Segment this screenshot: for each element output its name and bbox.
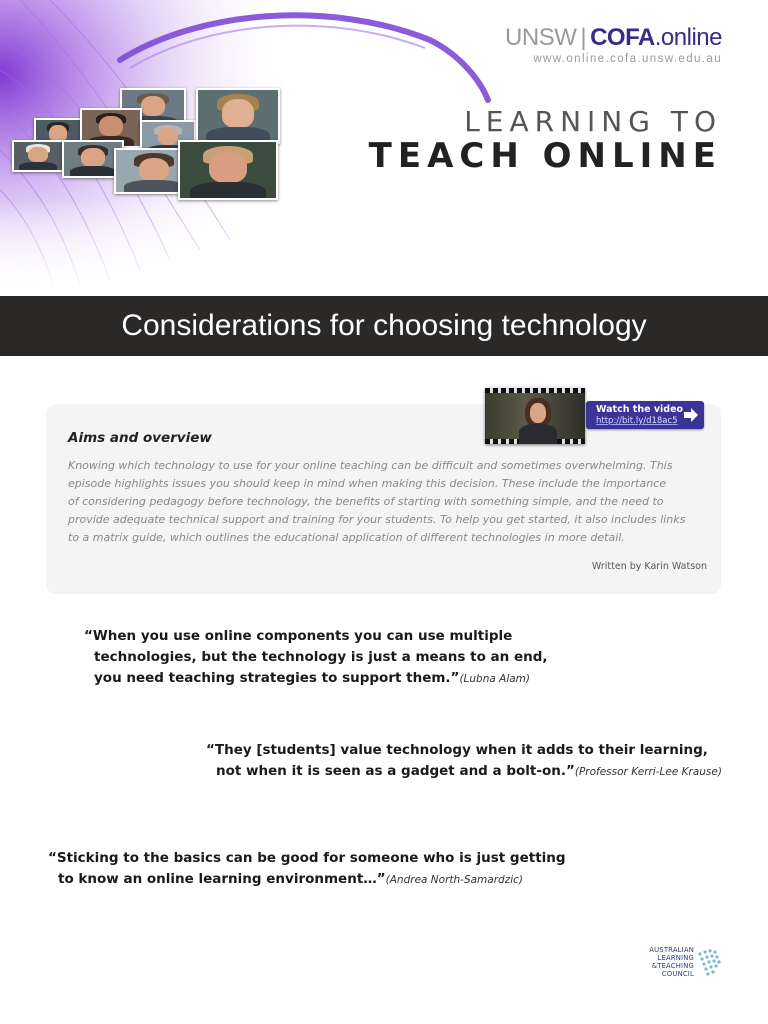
altc-logo <box>634 946 722 982</box>
video-thumbnail[interactable] <box>485 388 585 444</box>
quote-block <box>48 848 566 891</box>
presenter-photo <box>178 140 278 200</box>
aims-overview-panel <box>46 404 721 594</box>
author-credit: Written by Karin Watson <box>591 561 707 572</box>
quote-line: “Sticking to the basics can be good for someone who is just getting <box>48 850 566 866</box>
brand-url: www.online.cofa.unsw.edu.au <box>533 53 722 65</box>
altc-emblem-icon <box>696 948 722 980</box>
quote-line: to know an online learning environment…” <box>58 871 386 887</box>
series-title-line2: TEACH ONLINE <box>368 136 722 176</box>
altc-logo-line: &TEACHING <box>651 962 694 970</box>
quote-line: technologies, but the technology is just a means to an end, <box>94 649 548 665</box>
arrow-right-icon <box>682 406 700 424</box>
presenter-photo <box>196 88 280 144</box>
quote-line: “They [students] value technology when it adds to their learning, <box>206 742 708 758</box>
quote-block <box>84 626 548 690</box>
series-title-line1: LEARNING TO <box>464 105 722 138</box>
watch-video-label: Watch the video <box>596 404 684 415</box>
aims-line: to a matrix guide, which outlines the educational application of different technologies in more detail. <box>68 531 625 544</box>
quote-attribution: (Andrea North-Samardzic) <box>385 874 524 886</box>
quote-line: “When you use online components you can use multiple <box>84 628 513 644</box>
aims-body <box>68 457 696 547</box>
altc-logo-line: COUNCIL <box>661 970 694 978</box>
aims-heading: Aims and overview <box>68 430 212 446</box>
presenter-photo <box>12 140 64 172</box>
quote-attribution: (Lubna Alam) <box>459 673 530 685</box>
aims-line: of considering pedagogy before technology, the benefits of starting with something simple, and the need to <box>68 495 664 508</box>
unsw-cofa-online-logo <box>505 24 722 65</box>
brand-cofa: COFA <box>590 24 655 51</box>
quote-line: not when it is seen as a gadget and a bolt-on.” <box>216 763 575 779</box>
quote-attribution: (Professor Kerri-Lee Krause) <box>574 766 722 778</box>
video-link[interactable]: http://bit.ly/d18ac5 <box>596 416 678 426</box>
brand-separator: | <box>580 24 587 51</box>
quote-line: you need teaching strategies to support them.” <box>94 670 460 686</box>
altc-logo-line: LEARNING <box>657 954 694 962</box>
aims-line: Knowing which technology to use for your online teaching can be difficult and sometimes overwhelming. This <box>68 459 673 472</box>
page-title: Considerations for choosing technology <box>121 309 647 342</box>
aims-line: episode highlights issues you should keep in mind when making this decision. These include the importance <box>68 477 667 490</box>
brand-unsw: UNSW <box>505 24 577 51</box>
watch-video-button[interactable] <box>586 401 704 429</box>
altc-logo-line: AUSTRALIAN <box>649 946 694 954</box>
quote-block <box>206 740 722 783</box>
brand-online: .online <box>654 24 722 51</box>
page-header <box>0 0 768 296</box>
aims-line: provide adequate technical support and training for your students. To help you get started, it also includes links <box>68 513 686 526</box>
title-banner <box>0 296 768 356</box>
